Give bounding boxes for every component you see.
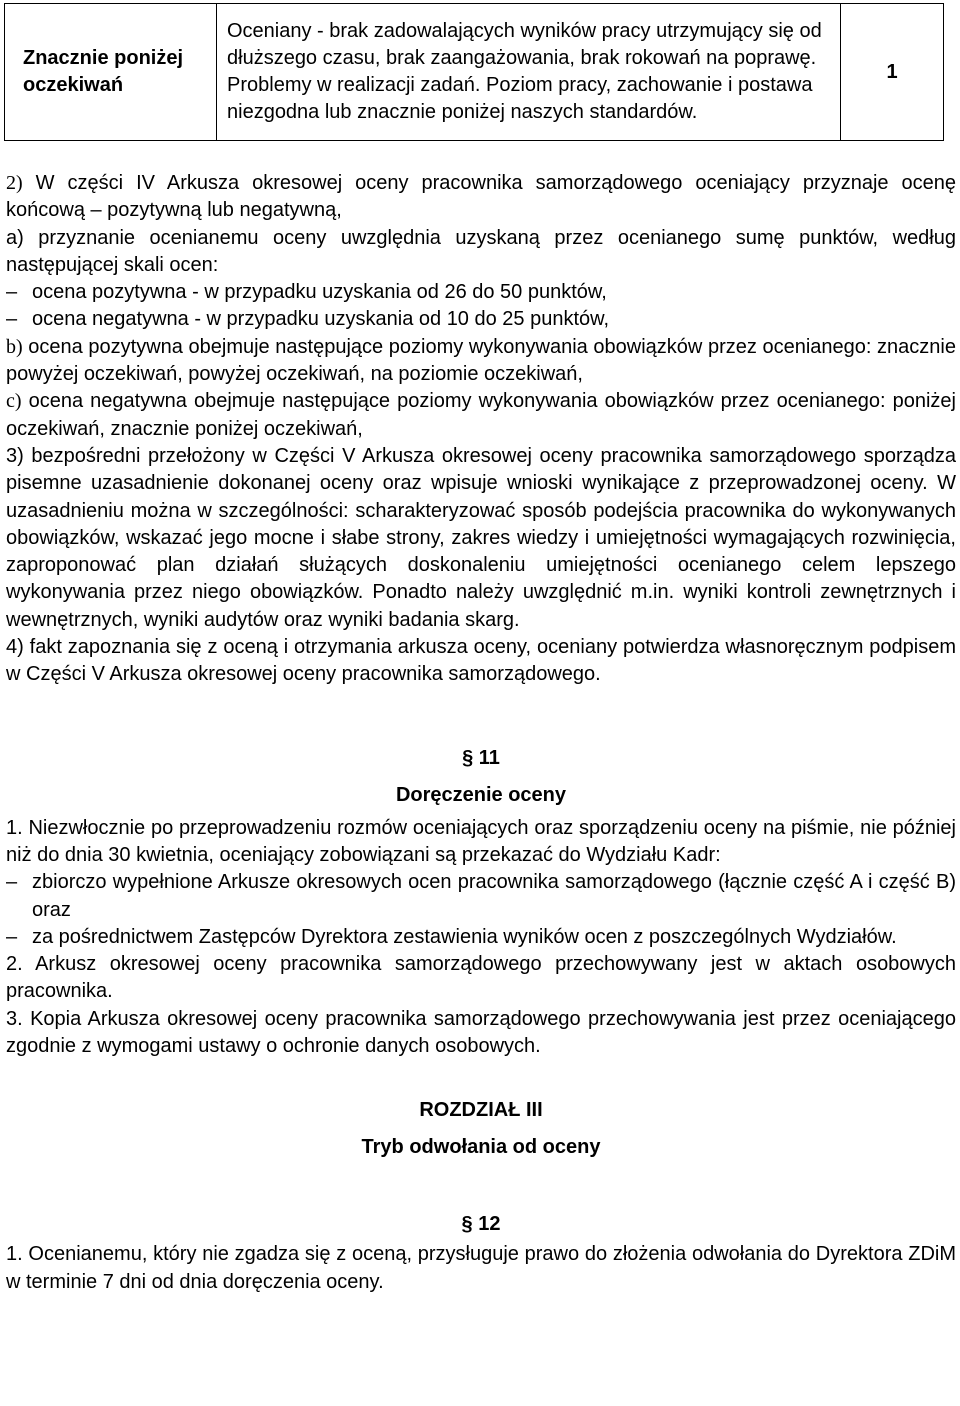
chapter-heading: ROZDZIAŁ III	[419, 1099, 543, 1122]
list-item-text: ocena negatywna - w przypadku uzyskania od 10 do 25 punktów,	[32, 308, 610, 331]
list-item-text: ocena pozytywna - w przypadku uzyskania od 26 do 50 punktów,	[32, 281, 607, 304]
section-12-paragraph-1: 1. Ocenianemu, który nie zgadza się z oceną, przysługuje prawo do złożenia odwołania do Dyrektora ZDiM w terminie 7 dni od dnia doręczenia oceny.	[6, 1243, 956, 1293]
paragraph-2c-marker: c)	[6, 390, 22, 413]
section-11-paragraph-2: 2. Arkusz okresowej oceny pracownika samorządowego przechowywany jest w aktach osobowych pracownika.	[6, 953, 956, 1003]
document-body	[6, 170, 956, 1296]
section-12-heading: § 12	[461, 1213, 501, 1236]
list-item	[6, 306, 956, 333]
dash-bullet: –	[6, 871, 18, 894]
paragraph-4: 4) fakt zapoznania się z oceną i otrzymania arkusza oceny, oceniany potwierdza własnoręcznym podpisem w Części V Arkusza okresowej oceny pracownika samorządowego.	[6, 636, 956, 686]
paragraph-2c-text: ocena negatywna obejmuje następujące poziomy wykonywania obowiązków przez ocenianego: poniżej oczekiwań, znacznie poniżej oczekiwań,	[6, 390, 956, 440]
section-11-title: Doręczenie oceny	[395, 783, 567, 806]
paragraph-2b-marker: b)	[6, 335, 23, 358]
rating-scale-table	[4, 3, 944, 141]
paragraph-2-marker: 2)	[6, 172, 23, 194]
section-11-paragraph-1: 1. Niezwłocznie po przeprowadzeniu rozmów oceniających oraz sporządzeniu oceny na piśmie, nie później niż do dnia 30 kwietnia, oceniający zobowiązani są przekazać do Wydziału Kadr:	[6, 816, 956, 866]
list-item-text: zbiorczo wypełnione Arkusze okresowych ocen pracownika samorządowego (łącznie część A i część B) oraz	[32, 871, 956, 921]
paragraph-2a: a) przyznanie ocenianemu oceny uwzględnia uzyskaną przez ocenianego sumę punktów, według następującej skali ocen:	[6, 226, 956, 276]
dash-bullet: –	[6, 308, 18, 331]
section-11-paragraph-3: 3. Kopia Arkusza okresowej oceny pracownika samorządowego przechowywania jest przez oceniającego zgodnie z wymogami ustawy o ochronie danych osobowych.	[6, 1007, 956, 1058]
list-item	[6, 924, 956, 951]
paragraph-2b-text: ocena pozytywna obejmuje następujące poziomy wykonywania obowiązków przez ocenianego: znacznie powyżej oczekiwań, powyżej oczekiwań, na poziomie oczekiwań,	[6, 335, 956, 386]
rating-score: 1	[841, 4, 944, 141]
paragraph-2c	[6, 388, 956, 443]
paragraph-3: 3) bezpośredni przełożony w Części V Arkusza okresowej oceny pracownika samorządowego sporządza pisemne uzasadnienie dokonanej oceny oraz wpisuje wnioski wynikające z przeprowadzonej oceny. W uzasadnieniu można w szczególności: scharakteryzować sposób podejścia pracownika do wykonywanych obowiązków, wskazać jego mocne i słabe strony, zakres wiedzy i umiejętności wymagających rozwinięcia, zaproponować plan działań służących doskonaleniu umiejętności ocenianego celem lepszego wykonywania przez niego obowiązków. Ponadto należy uwzględnić m.in. wyniki kontroli zewnętrznych i wewnętrznych, wyniki audytów oraz wyniki badania skarg.	[6, 444, 956, 631]
paragraph-2	[6, 170, 956, 225]
section-11-heading: § 11	[462, 746, 500, 769]
list-item	[6, 279, 956, 306]
table-row	[5, 4, 944, 141]
dash-bullet: –	[6, 281, 18, 304]
rating-description: Oceniany - brak zadowalających wyników pracy utrzymujący się od dłuższego czasu, brak zaangażowania, brak rokowań na poprawę. Problemy w realizacji zadań. Poziom pracy, zachowanie i postawa niezgodna lub znacznie poniżej naszych standardów.	[217, 4, 841, 141]
rating-label: Znacznie poniżej oczekiwań	[5, 4, 217, 141]
dash-bullet: –	[6, 925, 18, 948]
list-item-text: za pośrednictwem Zastępców Dyrektora zestawienia wyników ocen z poszczególnych Wydziałów.	[32, 925, 897, 948]
chapter-title: Tryb odwołania od oceny	[361, 1136, 601, 1159]
paragraph-2-text: W części IV Arkusza okresowej oceny pracownika samorządowego oceniający przyznaje ocenę końcową – pozytywną lub negatywną,	[6, 172, 956, 222]
list-item	[6, 869, 956, 924]
paragraph-2b	[6, 334, 956, 389]
